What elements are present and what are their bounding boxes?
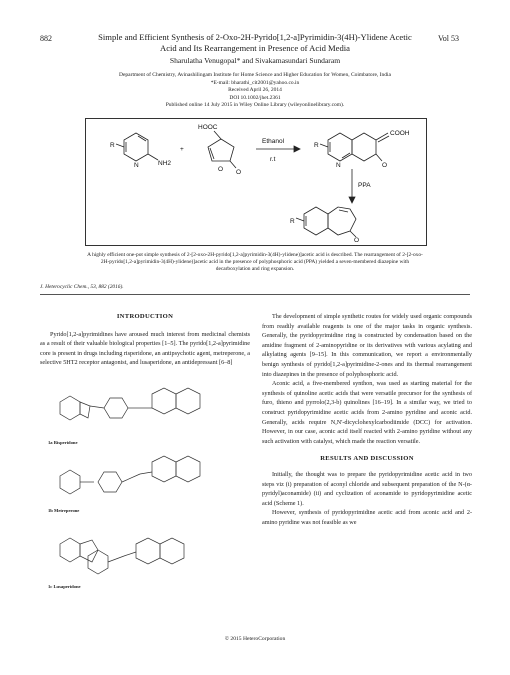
product-pyrimidine-ring (352, 133, 376, 161)
product-r-label: R (314, 142, 319, 149)
right-paragraph-3: Initially, the thought was to prepare the pyridopyrimidine acetic acid in two steps viz (i) preparation of aconyl chloride and subsequent preparation of the N-(α-pyridyl)aconamide) (ii) and cyclization of aconamide to pyridopyrimidine acetic acid (Scheme 1). (262, 470, 472, 507)
diazepine-o-label: O (354, 237, 360, 244)
scheme-hooc: HOOC (198, 124, 218, 131)
right-paragraph-2: Aconic acid, a five-membered synthon, was used as starting material for the synthesis of quinoline acetic acids that were versatile precursor for the synthesis of furo, thieno and pyrrolo(2,3-b) quinolines [16–19]. In a similar way, we tried to construct pyridopyrimidine acetic acids from 2-amino pyridine and aconic acid. Generally, acids require N,N'-dicyclohexylcarbodiimide (DCC) for activation. However, in our case, aconic acid itself reacted with 2-amino pyridine without any such activation with catalyst, which made the reaction versatile. (262, 380, 472, 445)
intro-paragraph: Pyrido[1,2-a]pyrimidines have aroused much interest from medicinal chemists as a result of their valuable biological properties [1–5]. The pyrido[1,2-a]pyrimidine core is present in drugs including risperidone, an antipsychotic agent, metreperone, a selective 5HT2 receptor antagonist, and lusaperidone, an antidepressant [6–8] (40, 330, 250, 367)
graphical-abstract-scheme (85, 118, 427, 246)
product-o-label: O (382, 162, 388, 169)
diazepine-r-label: R (290, 218, 295, 225)
right-paragraph-4: However, synthesis of pyridopyrimidine acetic acid from aconic acid and 2-amino pyridine was not feasible as we (262, 509, 472, 526)
doi: DOI 10.1002/jhet.2361 (229, 94, 281, 101)
drug-label-1a: 1a Risperidone (48, 440, 78, 445)
scheme-lactone-o: O (218, 166, 224, 173)
email: *E-mail: bharathi_cit2001@yahoo.co.in (210, 79, 300, 86)
aconic-acid-ring (208, 139, 234, 161)
drug-label-1c: 1c Lusaperidone (48, 584, 81, 589)
results-heading: RESULTS AND DISCUSSION (320, 455, 414, 463)
scheme-amine: NH2 (158, 160, 172, 167)
product-pyridine-ring (328, 133, 352, 161)
diazepine-pyridine-ring (304, 207, 328, 235)
scheme-plus: + (180, 146, 184, 153)
arrow1-bottom-label: r.t (270, 156, 276, 163)
authors: Sharulatha Venugopal* and Sivakamasundari Sundaram (169, 56, 341, 65)
aminopyridine-ring (124, 133, 148, 161)
drug-label-1b: 1b Metreperone (48, 508, 80, 513)
citation: J. Heterocyclic Chem., 53, 882 (2016). (40, 284, 124, 290)
product-n-label: N (336, 162, 341, 169)
affiliation: Department of Chemistry, Avinashilingam Institute for Home Science and Higher Education for Women, Coimbatore, India (119, 72, 391, 78)
product-cooh: COOH (390, 130, 410, 137)
volume-label: Vol 53 (438, 34, 459, 43)
introduction-heading: INTRODUCTION (116, 313, 174, 320)
reaction-scheme (86, 119, 426, 245)
right-column (262, 312, 472, 527)
page-number: 882 (40, 34, 52, 43)
published-note: Published online 14 July 2015 in Wiley Online Library (wileyonlinelibrary.com). (165, 102, 345, 109)
diazepine-ring (328, 207, 356, 235)
divider (40, 294, 470, 295)
received-date: Received April 26, 2014 (228, 87, 282, 94)
drug-structure-drawings (40, 384, 250, 614)
right-paragraph-1: The development of simple synthetic routes for widely used organic compounds from readily available reagents is one of the major tasks in organic synthesis. Generally, the pyridopyrimidine ring is constructed by condensation based on the amidine fragment of 2-aminopyridine or its derivatives with various acylating and alkylating agents [9–15]. In this communication, we report a environmentally benign synthesis of pyrido[1,2-a]pyrimidine-2-ones and its thermal rearrangement into diazepines in the presence of polyphosphoric acid. (262, 313, 472, 378)
abstract-text: A highly efficient one-pot simple synthesis of 2-[2-oxo-2H-pyrido[1,2-a]pyrimidin-3(4H)-ylidene)]acetic acid is described. The rearrangement of 2-[2-oxo-2H-pyrido[1,2-a]pyrimidin-3(4H)-ylidene)]acetic acid in the presence of polyphosphoric acid (PPA) yielded a seven-membered diazepine with decarboxylation and ring expansion. (87, 252, 423, 273)
article-title: Simple and Efficient Synthesis of 2-Oxo-2H-Pyrido[1,2-a]Pyrimidin-3(4H)-Ylidene Acetic Acid and Its Rearrangement in Presence of Acid Media (98, 32, 412, 53)
affiliation-block (40, 72, 470, 110)
drug-structures (40, 384, 250, 614)
scheme-n-label: N (134, 162, 139, 169)
scheme-r-label: R (110, 142, 115, 149)
copyright-footer: © 2015 HeteroCorporation (224, 636, 286, 642)
left-column (40, 312, 250, 368)
arrow2-label: PPA (358, 182, 371, 189)
scheme-carbonyl-o: O (236, 169, 242, 176)
arrow1-top-label: Ethanol (262, 138, 285, 145)
